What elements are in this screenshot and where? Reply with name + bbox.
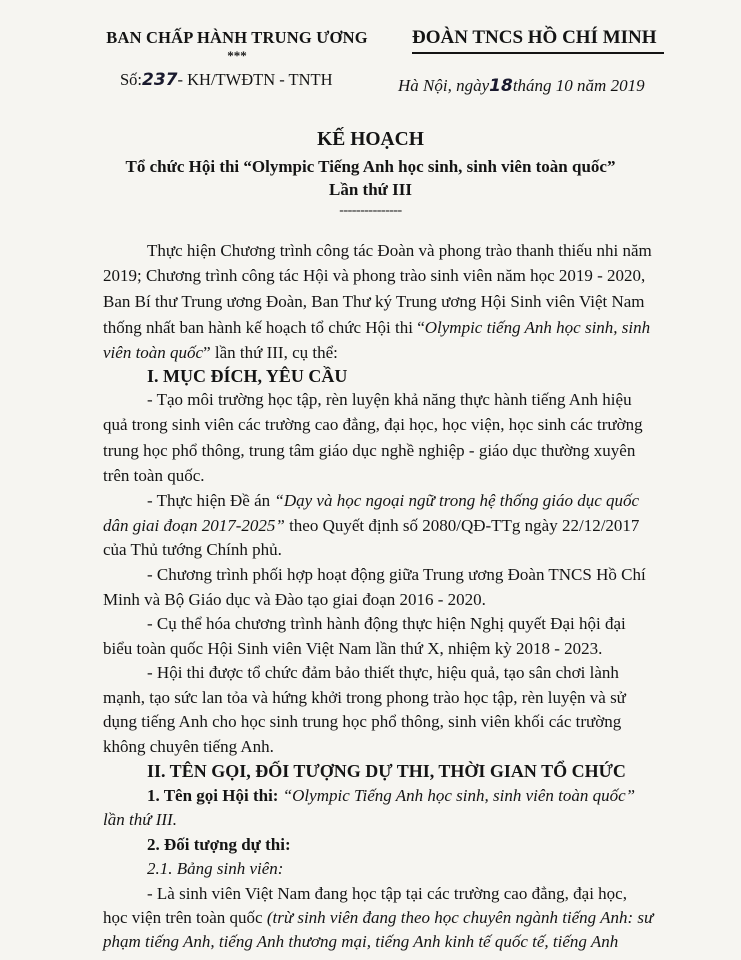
section1-line: mạnh, tạo sức lan tỏa và hứng khởi trong phong trào học tập, rèn luyện và sử [103,688,626,707]
section2-line [147,786,635,806]
intro-line: Thực hiện Chương trình công tác Đoàn và phong trào thanh thiếu nhi năm [147,241,652,260]
title-divider: --------------- [339,203,402,218]
section1-line [147,491,639,511]
document-title: KẾ HOẠCH [317,129,424,150]
day-handwritten: 18 [489,76,513,96]
section2-line: lần thứ III. [103,810,177,829]
section1-line: - Hội thi được tổ chức đảm bảo thiết thực, hiệu quả, tạo sân chơi lành [147,663,619,682]
place-suffix: tháng 10 năm 2019 [512,76,645,95]
section1-line: dụng tiếng Anh cho học sinh trung học phổ thông, sinh viên khối các trường [103,712,622,731]
section1-line: - Tạo môi trường học tập, rèn luyện khả năng thực hành tiếng Anh hiệu [147,390,632,409]
intro-text: thống nhất ban hành kế hoạch tổ chức Hội thi “ [103,318,425,337]
issuing-body-right: ĐOÀN TNCS HỒ CHÍ MINH [412,27,657,48]
p2-text: theo Quyết định số 2080/QĐ-TTg ngày 22/12/2017 [284,516,640,535]
document-subtitle: Tổ chức Hội thi “Olympic Tiếng Anh học sinh, sinh viên toàn quốc” [125,157,616,176]
header-underline [412,52,664,54]
issuing-body-left: BAN CHẤP HÀNH TRUNG ƯƠNG [106,28,368,47]
intro-line [103,343,338,363]
p2-text: - Thực hiện Đề án [147,491,275,510]
section1-line: - Chương trình phối hợp hoạt động giữa Trung ương Đoàn TNCS Hồ Chí [147,565,646,584]
section-heading-2: II. TÊN GỌI, ĐỐI TƯỢNG DỰ THI, THỜI GIAN TỔ CHỨC [147,761,626,781]
doc-no-prefix: Số: [120,70,143,89]
section1-line: trên toàn quốc. [103,466,205,485]
section1-line: của Thủ tướng Chính phủ. [103,540,282,559]
section1-line [103,516,639,536]
section-heading-1: I. MỤC ĐÍCH, YÊU CẦU [147,366,348,386]
intro-italic: viên toàn quốc [103,343,204,362]
section1-line: biểu toàn quốc Hội Sinh viên Việt Nam lần thứ X, nhiệm kỳ 2018 - 2023. [103,639,603,658]
place-date [398,76,645,96]
section2-line: phạm tiếng Anh, tiếng Anh thương mại, tiếng Anh kinh tế quốc tế, tiếng Anh [103,932,619,951]
intro-line [103,318,650,338]
document-number [120,70,333,90]
place-prefix: Hà Nội, ngày [398,76,490,95]
item2-label: 2. Đối tượng dự thi: [147,835,291,854]
header-stars: *** [227,48,247,63]
section1-line: quả trong sinh viên các trường cao đẳng, đại học, học viện, học sinh các trường [103,415,643,434]
doc-no-handwritten: 237 [142,70,178,90]
p-text: học viện trên toàn quốc [103,908,267,927]
section2-line: - Là sinh viên Việt Nam đang học tập tại các trường cao đẳng, đại học, [147,884,627,903]
section1-line: trung học phổ thông, trung tâm giáo dục nghề nghiệp - giáo dục thường xuyên [103,441,636,460]
p2-italic: “Dạy và học ngoại ngữ trong hệ thống giáo dục quốc [274,491,640,510]
section1-line: không chuyên tiếng Anh. [103,737,274,756]
item21-label: 2.1. Bảng sinh viên: [147,859,284,878]
item1-label: 1. Tên gọi Hội thi: [147,786,283,805]
p-italic: (trừ sinh viên đang theo học chuyên ngành tiếng Anh: sư [266,908,654,927]
p2-italic: dân giai đoạn 2017-2025” [103,516,285,535]
doc-no-suffix: - KH/TWĐTN - TNTH [177,70,333,89]
intro-text: ” lần thứ III, cụ thể: [203,343,338,362]
section1-line: Minh và Bộ Giáo dục và Đào tạo giai đoạn 2016 - 2020. [103,590,486,609]
intro-line: Ban Bí thư Trung ương Đoàn, Ban Thư ký Trung ương Hội Sinh viên Việt Nam [103,292,645,311]
edition-label: Lần thứ III [329,180,412,199]
intro-italic: Olympic tiếng Anh học sinh, sinh [424,318,651,337]
item1-value: “Olympic Tiếng Anh học sinh, sinh viên toàn quốc” [282,786,636,805]
section1-line: - Cụ thể hóa chương trình hành động thực hiện Nghị quyết Đại hội đại [147,614,626,633]
intro-line: 2019; Chương trình công tác Hội và phong trào sinh viên năm học 2019 - 2020, [103,266,646,285]
section2-line [103,908,653,928]
